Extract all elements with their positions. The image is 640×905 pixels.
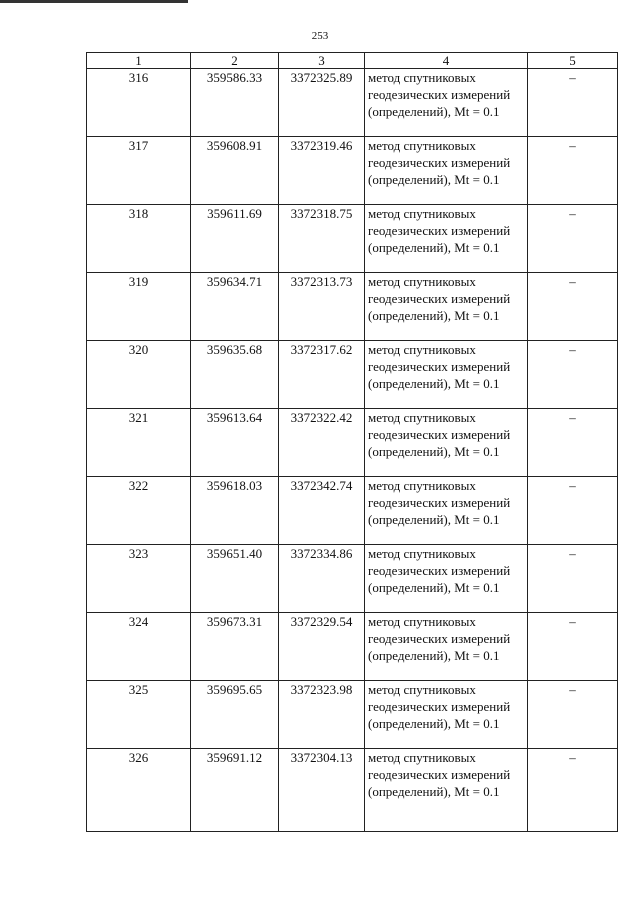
coordinate-x: 359618.03 [191, 477, 279, 545]
page-number: 253 [311, 30, 329, 42]
table-row [87, 205, 618, 273]
coordinate-x: 359613.64 [191, 409, 279, 477]
coordinate-y: 3372318.75 [279, 205, 365, 273]
table-row [87, 545, 618, 613]
note-dash: – [528, 749, 618, 832]
note-dash: – [528, 409, 618, 477]
determination-method: метод спутниковых геодезических измерений (определений), Mt = 0.1 [365, 137, 528, 205]
point-number: 320 [87, 341, 191, 409]
determination-method: метод спутниковых геодезических измерений (определений), Mt = 0.1 [365, 681, 528, 749]
coordinate-y: 3372313.73 [279, 273, 365, 341]
determination-method: метод спутниковых геодезических измерений (определений), Mt = 0.1 [365, 613, 528, 681]
coordinate-y: 3372322.42 [279, 409, 365, 477]
scan-edge-mark [0, 0, 188, 3]
note-dash: – [528, 69, 618, 137]
column-header-4: 4 [365, 53, 528, 69]
coordinate-y: 3372319.46 [279, 137, 365, 205]
coordinate-y: 3372323.98 [279, 681, 365, 749]
determination-method: метод спутниковых геодезических измерений (определений), Mt = 0.1 [365, 205, 528, 273]
column-header-2: 2 [191, 53, 279, 69]
determination-method: метод спутниковых геодезических измерений (определений), Mt = 0.1 [365, 477, 528, 545]
table-row [87, 681, 618, 749]
point-number: 316 [87, 69, 191, 137]
column-header-5: 5 [528, 53, 618, 69]
coordinate-x: 359635.68 [191, 341, 279, 409]
coordinate-y: 3372329.54 [279, 613, 365, 681]
determination-method: метод спутниковых геодезических измерений (определений), Mt = 0.1 [365, 69, 528, 137]
determination-method: метод спутниковых геодезических измерений (определений), Mt = 0.1 [365, 341, 528, 409]
coordinate-x: 359651.40 [191, 545, 279, 613]
coordinate-y: 3372325.89 [279, 69, 365, 137]
point-number: 319 [87, 273, 191, 341]
note-dash: – [528, 273, 618, 341]
note-dash: – [528, 477, 618, 545]
table-header-row [87, 53, 618, 69]
table-row [87, 613, 618, 681]
determination-method: метод спутниковых геодезических измерений (определений), Mt = 0.1 [365, 273, 528, 341]
column-header-3: 3 [279, 53, 365, 69]
note-dash: – [528, 137, 618, 205]
note-dash: – [528, 681, 618, 749]
point-number: 326 [87, 749, 191, 832]
coordinate-x: 359673.31 [191, 613, 279, 681]
table-row [87, 477, 618, 545]
determination-method: метод спутниковых геодезических измерений (определений), Mt = 0.1 [365, 545, 528, 613]
coordinate-y: 3372317.62 [279, 341, 365, 409]
coordinate-y: 3372304.13 [279, 749, 365, 832]
point-number: 321 [87, 409, 191, 477]
note-dash: – [528, 545, 618, 613]
note-dash: – [528, 205, 618, 273]
determination-method: метод спутниковых геодезических измерений (определений), Mt = 0.1 [365, 409, 528, 477]
determination-method: метод спутниковых геодезических измерений (определений), Mt = 0.1 [365, 749, 528, 832]
table-row [87, 749, 618, 832]
point-number: 318 [87, 205, 191, 273]
coordinate-x: 359586.33 [191, 69, 279, 137]
point-number: 323 [87, 545, 191, 613]
coordinates-table [86, 52, 618, 832]
table-row [87, 69, 618, 137]
table-row [87, 273, 618, 341]
point-number: 322 [87, 477, 191, 545]
coordinate-y: 3372342.74 [279, 477, 365, 545]
coordinate-x: 359634.71 [191, 273, 279, 341]
column-header-1: 1 [87, 53, 191, 69]
note-dash: – [528, 341, 618, 409]
coordinate-x: 359691.12 [191, 749, 279, 832]
coordinate-x: 359611.69 [191, 205, 279, 273]
note-dash: – [528, 613, 618, 681]
coordinate-x: 359608.91 [191, 137, 279, 205]
point-number: 325 [87, 681, 191, 749]
table-row [87, 341, 618, 409]
table-row [87, 137, 618, 205]
table-row [87, 409, 618, 477]
point-number: 317 [87, 137, 191, 205]
point-number: 324 [87, 613, 191, 681]
coordinate-x: 359695.65 [191, 681, 279, 749]
coordinate-y: 3372334.86 [279, 545, 365, 613]
